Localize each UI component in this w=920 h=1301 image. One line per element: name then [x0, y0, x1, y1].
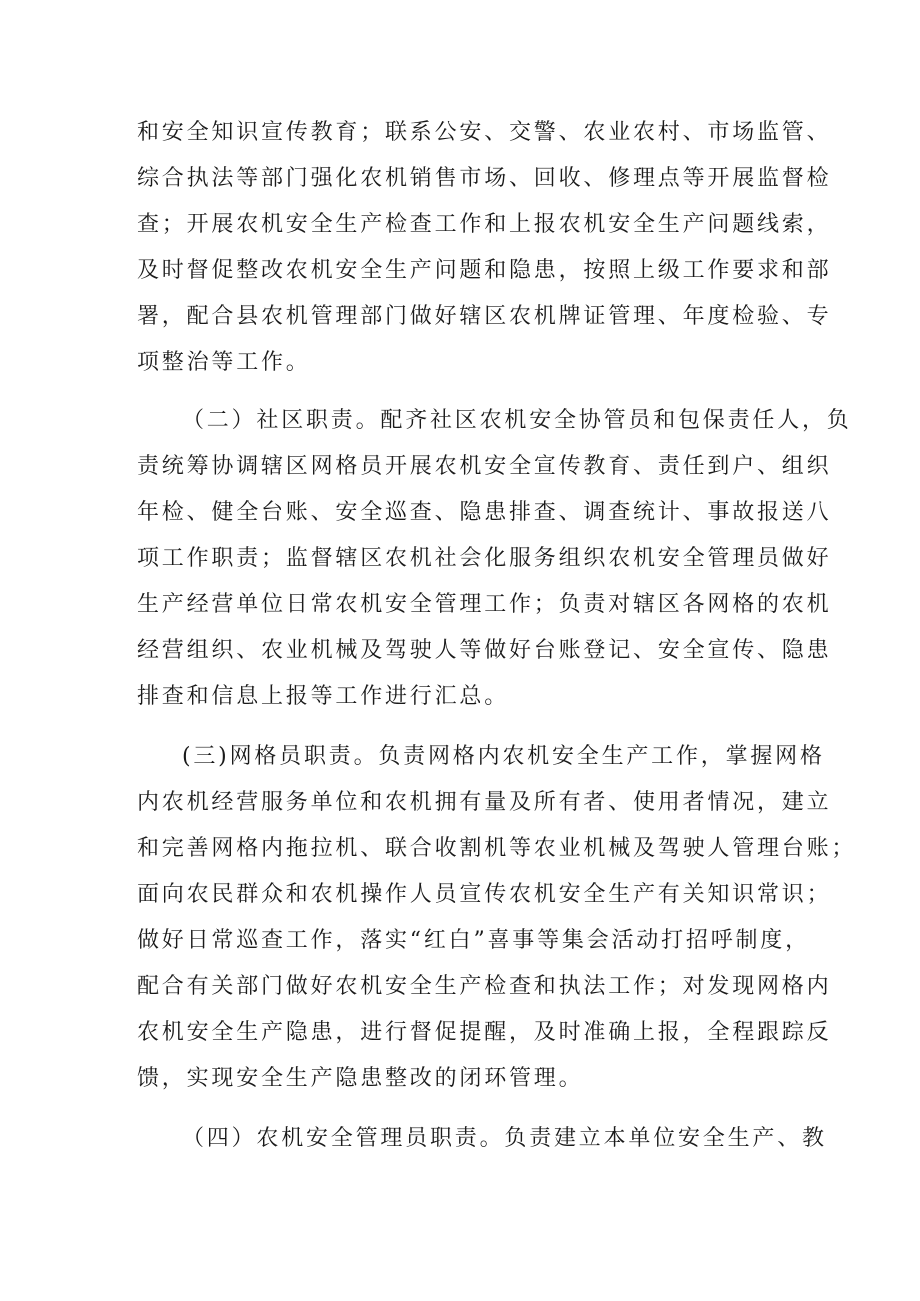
paragraph-1-line-5: 署，配合县农机管理部门做好辖区农机牌证管理、年度检验、专 [137, 304, 832, 329]
paragraph-3-line-4: 面向农民群众和农机操作人员宣传农机安全生产有关知识常识； [137, 882, 832, 907]
paragraph-3-line-7: 农机安全生产隐患，进行督促提醒，及时准确上报，全程跟踪反 [137, 1020, 832, 1045]
paragraph-1-line-1: 和安全知识宣传教育；联系公安、交警、农业农村、市场监管、 [137, 120, 832, 145]
paragraph-3-line-2: 内农机经营服务单位和农机拥有量及所有者、使用者情况，建立 [137, 790, 832, 815]
paragraph-2-line-2: 责统筹协调辖区网格员开展农机安全宣传教育、责任到户、组织 [137, 454, 832, 479]
paragraph-2-line-4: 项工作职责；监督辖区农机社会化服务组织农机安全管理员做好 [137, 546, 832, 571]
paragraph-2-line-3: 年检、健全台账、安全巡查、隐患排查、调查统计、事故报送八 [137, 500, 832, 525]
paragraph-1-line-3: 查；开展农机安全生产检查工作和上报农机安全生产问题线索， [137, 212, 832, 237]
paragraph-2-line-1: （二）社区职责。配齐社区农机安全协管员和包保责任人，负 [182, 408, 852, 433]
paragraph-3-line-3: 和完善网格内拖拉机、联合收割机等农业机械及驾驶人管理台账； [137, 836, 857, 861]
paragraph-1-line-2: 综合执法等部门强化农机销售市场、回收、修理点等开展监督检 [137, 166, 832, 191]
paragraph-3-line-1: (三)网格员职责。负责网格内农机安全生产工作，掌握网格 [182, 744, 825, 769]
paragraph-2-line-6: 经营组织、农业机械及驾驶人等做好台账登记、安全宣传、隐患 [137, 638, 832, 663]
paragraph-4-line-1: （四）农机安全管理员职责。负责建立本单位安全生产、教 [182, 1126, 827, 1151]
paragraph-2-line-7: 排查和信息上报等工作进行汇总。 [137, 684, 510, 709]
paragraph-3-line-6: 配合有关部门做好农机安全生产检查和执法工作；对发现网格内 [137, 974, 832, 999]
paragraph-1-line-4: 及时督促整改农机安全生产问题和隐患，按照上级工作要求和部 [137, 258, 832, 283]
paragraph-3-line-8: 馈，实现安全生产隐患整改的闭环管理。 [137, 1066, 584, 1091]
paragraph-2-line-5: 生产经营单位日常农机安全管理工作；负责对辖区各网格的农机 [137, 592, 832, 617]
paragraph-1-line-6: 项整治等工作。 [137, 350, 311, 375]
paragraph-3-line-5: 做好日常巡查工作，落实“红白”喜事等集会活动打招呼制度， [137, 928, 810, 953]
